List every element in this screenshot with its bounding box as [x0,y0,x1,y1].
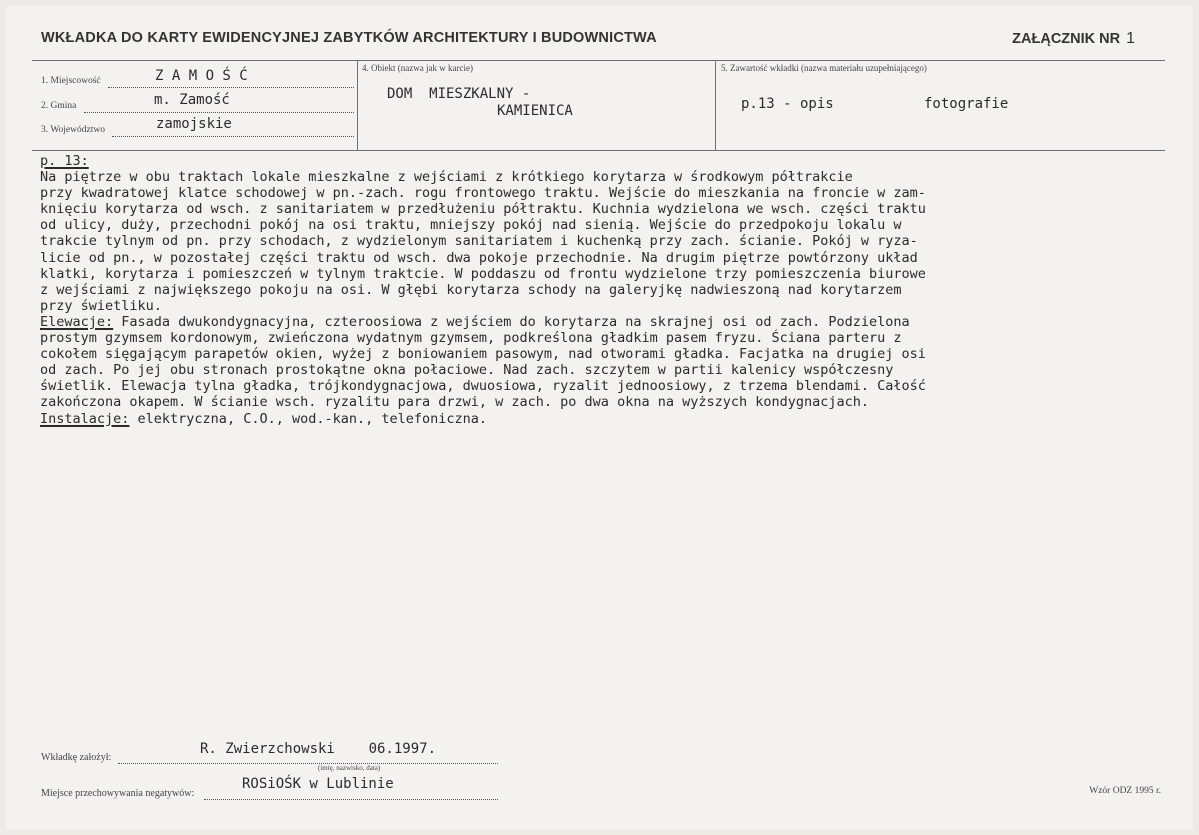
fields-bottom-line [32,150,1165,151]
form-title: WKŁADKA DO KARTY EWIDENCYJNEJ ZABYTKÓW ARCHITEKTURY I BUDOWNICTWA [41,30,657,46]
locality-value: Z A M O Ś Ć [155,68,248,84]
body-line: przy świetliku. [40,297,162,314]
contents-label: 5. Zawartość wkładki (nazwa materiału uzupełniającego) [721,63,927,73]
body-line: od zach. Po jej obu stronach prostokątne okna połaciowe. Nad zach. szczytem w partii kalenicy współczesny [40,362,894,379]
author-label: Wkładkę założył: [41,752,112,763]
install-text: elektryczna, C.O., wod.-kan., telefoniczna. [129,410,488,427]
locality-label: 1. Miejscowość [41,76,101,86]
frame-divider-1 [357,60,358,151]
commune-label: 2. Gmina [41,101,77,111]
storage-line [204,798,498,800]
contents-value-1: p.13 - opis [741,96,834,112]
author-line [118,762,498,764]
install-line [40,411,1160,427]
elevation-heading: Elewacje: [40,313,114,330]
annex-number: 1 [1126,30,1135,47]
author-note: (imię, nazwisko, data) [318,764,381,772]
storage-value: ROSiOŚK w Lublinie [242,776,394,792]
commune-line [84,111,354,113]
body-line: świetlik. Elewacja tylna gładka, trójkondygnacjowa, dwuosiowa, ryzalit jednoosiowy, z trzema blendami. Całość [40,378,926,395]
body-line: licie od pn., w pozostałej części traktu od wsch. dwa pokoje przechodnie. Na drugim piętrze powtórzony układ [40,249,918,266]
author-value: R. Zwierzchowski 06.1997. [200,741,437,757]
body-line: cokołem sięgającym parapetów okien, wyżej z boniowaniem pasowym, nad otworami gładka. Facjatka na drugiej osi [40,346,926,363]
description-body [40,153,1160,427]
annex-text: ZAŁĄCZNIK NR [1012,31,1121,47]
object-label: 4. Obiekt (nazwa jak w karcie) [362,63,473,73]
frame-top-line [32,60,1165,61]
frame-divider-2 [715,60,716,151]
template-note: Wzór ODZ 1995 r. [1089,786,1161,796]
commune-value: m. Zamość [154,92,230,108]
page-heading: p. 13: [40,153,89,169]
install-heading: Instalacje: [40,410,130,427]
object-line-2: KAMIENICA [497,103,573,119]
voivodeship-value: zamojskie [156,116,232,132]
voivodeship-line [112,135,354,137]
body-line: prostym gzymsem kordonowym, zwieńczona wydatnym gzymsem, podkreślona gładkim pasem fryzu. Ściana parteru z [40,330,902,347]
elevation-text: Fasada dwukondygnacyjna, czteroosiowa z wejściem do korytarza na skrajnej osi od zach. Podzielona [113,313,910,330]
body-line: knięciu korytarza od wsch. z sanitariatem w przedłużeniu półtraktu. Kuchnia wydzielona we wsch. części traktu [40,201,926,218]
body-line: trakcie tylnym od pn. przy schodach, z wydzielonym sanitariatem i kuchenką przy zach. ścianie. Pokój w ryza- [40,233,918,250]
elevation-line [40,314,1160,330]
storage-label: Miejsce przechowywania negatywów: [41,788,195,799]
annex-label [1012,30,1135,48]
object-line-1: DOM MIESZKALNY - [387,86,531,102]
body-line: przy kwadratowej klatce schodowej w pn.-zach. rogu frontowego traktu. Wejście do mieszkania na froncie w zam- [40,185,926,202]
body-line: z wejściami z największego pokoju na osi. W głębi korytarza schody na galeryjkę nadwieszoną nad korytarzem [40,281,902,298]
body-line: zakończona okapem. W ścianie wsch. ryzalitu para drzwi, w zach. po dwa okna na wyższych kondygnacjach. [40,394,870,411]
body-line: od ulicy, duży, przechodni pokój na osi traktu, mniejszy pokój nad sienią. Wejście do przedpokoju lokalu w [40,217,902,234]
body-line: klatki, korytarza i pomieszczeń w tylnym traktcie. W poddaszu od frontu wydzielone trzy pomieszczenia biurowe [40,265,926,282]
voivodeship-label: 3. Województwo [41,125,105,135]
contents-value-2: fotografie [924,96,1009,112]
body-line: Na piętrze w obu traktach lokale mieszkalne z wejściami z krótkiego korytarza w środkowym półtrakcie [40,169,853,186]
locality-line [108,86,354,88]
section-heading [40,153,1160,169]
